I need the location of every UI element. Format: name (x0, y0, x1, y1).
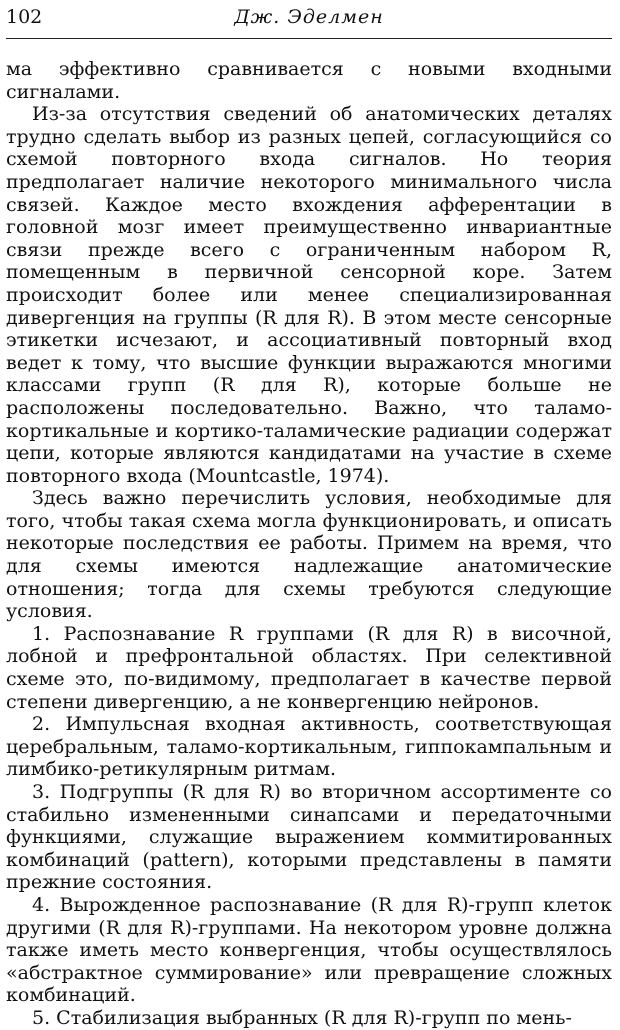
condition-item-5: 5. Стабилизация выбранных (R для R)-групп по мень- (32, 1006, 572, 1029)
condition-item-4: 4. Вырожденное распознавание (R для R)-групп клеток другими (R для R)-группами. На некотором уровне должна также иметь место конвергенция, чтобы осуществлялось «абстрактное суммирование» или превращение сложных комбинаций. (6, 893, 612, 1007)
paragraph-anatomy: Из-за отсутствия сведений об анатомических деталях трудно сделать выбор из разных цепей, согласующийся со схемой повторного входа сигналов. Но теория предполагает наличие некоторого минимального числа связей. Каждое место вхождения афферентации в головной мозг имеет преимущественно инвариантные связи прежде всего с ограниченным набором R, помещенным в первичной сенсорной коре. Затем происходит более или менее специализированная дивергенция на группы (R для R). В этом месте сенсорные этикетки исчезают, и ассоциативный повторный вход ведет к тому, что высшие функции выражаются многими классами групп (R для R), которые больше не расположены последовательно. Важно, что таламо-кортикальные и кортико-таламические радиации содержат цепи, которые являются кандидатами на участие в схеме повторного входа (Mountcastle, 1974). (6, 103, 612, 487)
page-number: 102 (6, 6, 43, 28)
page-header (6, 2, 612, 39)
condition-item-3: 3. Подгруппы (R для R) во вторичном ассортименте со стабильно измененными синапсами и передаточными функциями, служащие выражением коммитированных комбинаций (pattern), которыми представлены в памяти прежние состояния. (6, 781, 612, 894)
paragraph-continuation: ма эффективно сравнивается с новыми входными сигналами. (6, 58, 612, 103)
condition-item-1: 1. Распознавание R группами (R для R) в височной, лобной и префронтальной областях. При селективной схеме это, по-видимому, предполагает в качестве первой степени дивергенцию, а не конвергенцию нейронов. (6, 622, 612, 713)
running-title: Дж. Эделмен (234, 6, 384, 28)
body-text (6, 58, 612, 1030)
paragraph-conditions-intro: Здесь важно перечислить условия, необходимые для того, чтобы такая схема могла функционировать, и описать некоторые последствия ее работы. Примем на время, что для схемы имеются надлежащие анатомические отношения; тогда для схемы требуются следующие условия. (6, 487, 612, 623)
condition-item-2: 2. Импульсная входная активность, соответствующая церебральным, таламо-кортикальным, гиппокампальным и лимбико-ретикулярным ритмам. (6, 713, 612, 781)
